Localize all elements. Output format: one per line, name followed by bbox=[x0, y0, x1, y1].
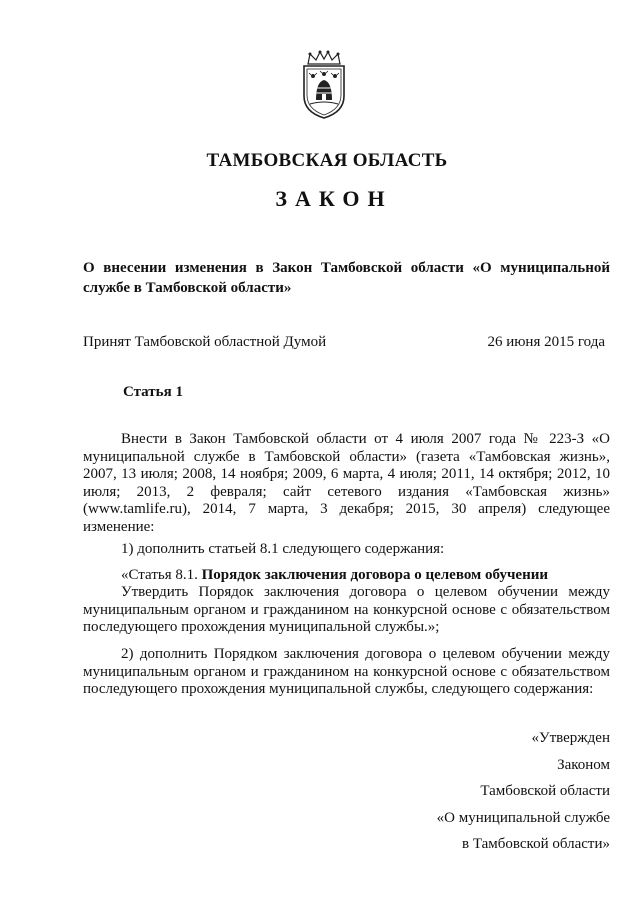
article-intro: Внести в Закон Тамбовской области от 4 июля 2007 года № 223-З «О муниципальной службе в Тамбовской области» (газета «Тамбовская жизнь», 2007, 13 июля; 2008, 14 ноября; 2009, 6 марта, 4 июля; 2011, 14 октября; 2012, 10 июля; 2013, 2 февраля; сайт сетевого издания «Тамбовская жизнь» (www.tamlife.ru), 2014, 7 марта, 3 декабря; 2015, 30 апреля) следующее изменение: bbox=[83, 431, 610, 535]
item-2: 2) дополнить Порядком заключения договора о целевом обучении между муниципальным органом и гражданином на конкурсной основе с обязательством последующего прохождения муниципальной службы, следующего содержания: bbox=[83, 646, 610, 697]
adoption-date: 26 июня 2015 года bbox=[487, 334, 605, 350]
approval-line-1: «Утвержден bbox=[531, 730, 610, 746]
tambov-coat-of-arms-icon bbox=[296, 50, 352, 120]
new-article-prefix: «Статья 8.1. bbox=[121, 567, 202, 583]
approval-stamp-text bbox=[437, 725, 610, 858]
document-type: ЗАКОН bbox=[275, 186, 393, 211]
new-article-heading bbox=[83, 567, 610, 585]
approval-line-3: Тамбовской области bbox=[480, 783, 610, 799]
article-heading: Статья 1 bbox=[123, 384, 183, 400]
new-article-text: Утвердить Порядок заключения договора о целевом обучении между муниципальным органом и гражданином на конкурсной основе с обязательством последующего прохождения муниципальной службы.»; bbox=[83, 584, 610, 635]
region-name: ТАМБОВСКАЯ ОБЛАСТЬ bbox=[206, 150, 448, 171]
adopted-by: Принят Тамбовской областной Думой bbox=[83, 334, 327, 350]
approval-line-4: «О муниципальной службе bbox=[436, 809, 610, 826]
approval-line-5: в Тамбовской области» bbox=[461, 836, 610, 852]
new-article-title: Порядок заключения договора о целевом обучении bbox=[201, 567, 548, 583]
law-title: О внесении изменения в Закон Тамбовской области «О муниципальной службе в Тамбовской области» bbox=[83, 260, 610, 296]
item-1: 1) дополнить статьей 8.1 следующего содержания: bbox=[121, 541, 445, 557]
approval-line-2: Законом bbox=[557, 756, 610, 773]
